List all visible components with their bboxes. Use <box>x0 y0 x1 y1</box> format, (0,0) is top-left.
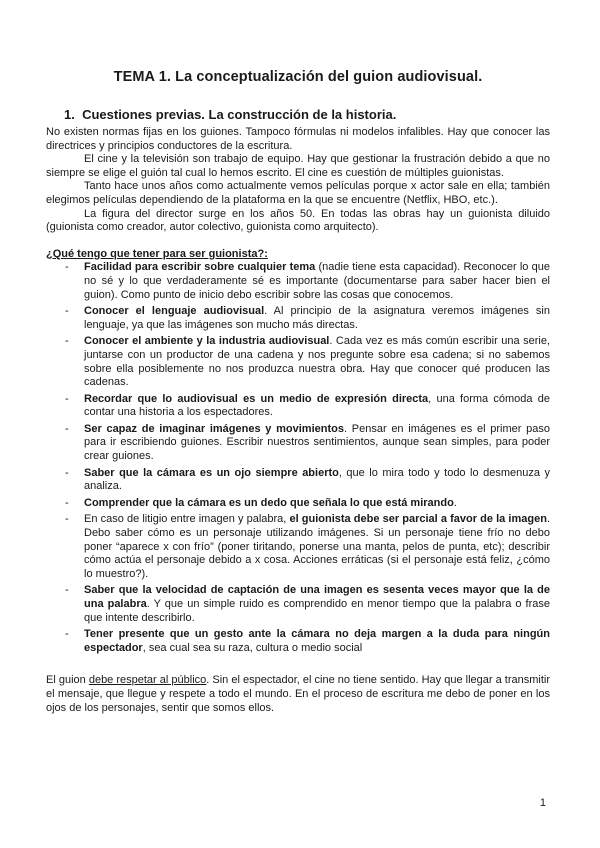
list-item <box>46 497 550 511</box>
paragraph-4: La figura del director surge en los años 50. En todas las obras hay un guionista diluido (guionista como creador, autor colectivo, guionista como arquitecto). <box>46 207 550 234</box>
list-item <box>46 423 550 464</box>
question-heading: ¿Qué tengo que tener para ser guionista?: <box>46 247 268 260</box>
list-item-text: . Y que un simple ruido es comprendido en menor tiempo que la palabra o frase que intente describirlo. <box>84 598 550 624</box>
document-body <box>46 126 550 715</box>
list-dash: - <box>65 261 69 274</box>
list-item-bold: Saber que la velocidad de captación de una imagen es sesenta veces mayor que la de una palabra <box>84 584 550 610</box>
list-item <box>46 584 550 625</box>
section-number: 1. <box>64 107 75 122</box>
list-item-text: . Pensar en imágenes es el primer paso para ir escribiendo guiones. Escribir nuestros sentimientos, aunque sean simples, para poder crear guiones. <box>84 422 551 463</box>
list-item <box>46 335 550 389</box>
list-dash: - <box>65 335 69 348</box>
list-item-bold: Recordar que lo audiovisual es un medio de expresión directa <box>84 392 429 405</box>
list-dash: - <box>65 392 69 405</box>
list-item-bold: Conocer el ambiente y la industria audiovisual <box>84 335 330 348</box>
list-item-text: . <box>453 496 457 509</box>
list-item-text: , sea cual sea su raza, cultura o medio social <box>142 641 363 654</box>
section-heading <box>64 108 396 122</box>
list-item-bold: Ser capaz de imaginar imágenes y movimientos <box>84 422 344 435</box>
list-dash: - <box>65 513 69 526</box>
list-item-bold: Tener presente que un gesto ante la cámara no deja margen a la duda para ningún espectador <box>84 628 550 654</box>
requirements-list <box>46 261 550 655</box>
closing-underlined: debe respetar al público <box>88 674 207 687</box>
document-title: TEMA 1. La conceptualización del guion audiovisual. <box>113 69 483 85</box>
list-item <box>46 513 550 581</box>
list-item <box>46 628 550 655</box>
section-title: Cuestiones previas. La construcción de la historia. <box>82 107 397 122</box>
list-dash: - <box>65 422 69 435</box>
list-item-text: . Al principio de la asignatura veremos imágenes sin lenguaje, ya que las imágenes son mucho más directas. <box>84 305 550 331</box>
list-item-bold: Comprender que la cámara es un dedo que señala lo que está mirando <box>84 496 454 509</box>
paragraph-1: No existen normas fijas en los guiones. Tampoco fórmulas ni modelos infalibles. Hay que conocer las directrices y principios conductores de la escritura. <box>46 126 550 152</box>
list-item-text: , que lo mira todo y todo lo desmenuza y analiza. <box>84 466 550 493</box>
list-dash: - <box>65 496 69 509</box>
list-item <box>46 261 550 302</box>
list-item-text: , una forma cómoda de contar una historia a los espectadores. <box>84 392 550 419</box>
list-item-text: (nadie tiene esta capacidad). Reconocer lo que no sé y lo que verdaderamente sé es importante (documentarse para saber hacer bien el guion). Como punto de inicio debo escribir sobre las cosas que conocemos. <box>84 261 550 301</box>
list-item-text: . Debo saber cómo es un personaje utilizando imágenes. Si un personaje tiene frío no debo poner “aparece x con frío” (poner tiritando, ponerse una manta, pelos de punta, etc); describir cómo actúa el personaje debido a x cosa. Acciones erráticas (si el personaje está feliz, ¿cómo lo muestro?). <box>84 513 550 580</box>
closing-text-1: El guion <box>46 674 89 687</box>
paragraph-3: Tanto hace unos años como actualmente vemos películas porque x actor sale en ella; también elegimos películas dependiendo de la plataforma en la que se encuentre (Netflix, HBO, etc.). <box>46 180 550 206</box>
list-dash: - <box>65 305 69 318</box>
paragraph-2: El cine y la televisión son trabajo de equipo. Hay que gestionar la frustración debido a que no siempre se elige el guión tal cual lo hemos escrito. El cine es cuestión de múltiples guionistas. <box>46 153 550 179</box>
list-dash: - <box>65 466 69 479</box>
list-dash: - <box>65 628 69 641</box>
list-item <box>46 393 550 420</box>
list-item-bold: Saber que la cámara es un ojo siempre abierto <box>84 466 339 479</box>
page-number: 1 <box>539 797 546 809</box>
closing-text-2: . Sin el espectador, el cine no tiene sentido. Hay que llegar a transmitir el mensaje, que llegue y respete a todo el mundo. En el proceso de escritura me debo de poner en los ojos de los personajes, sentir que somos ellos. <box>46 674 550 714</box>
list-item <box>46 467 550 494</box>
list-item-text: En caso de litigio entre imagen y palabra, <box>84 513 290 526</box>
closing-paragraph <box>46 674 550 715</box>
list-item-bold: el guionista debe ser parcial a favor de la imagen <box>289 513 547 526</box>
list-item-bold: Facilidad para escribir sobre cualquier tema <box>84 261 316 274</box>
list-item-text: . Cada vez es más común escribir una serie, juntarse con un productor de una cadena y nos pregunte sobre esa cadena; si no sabemos sobre ella posiblemente no nos produzca nuestra obra. Hay que conocer qué producen las cadenas. <box>84 335 550 389</box>
list-dash: - <box>65 584 69 597</box>
list-item <box>46 305 550 332</box>
list-item-bold: Conocer el lenguaje audiovisual <box>84 305 265 318</box>
